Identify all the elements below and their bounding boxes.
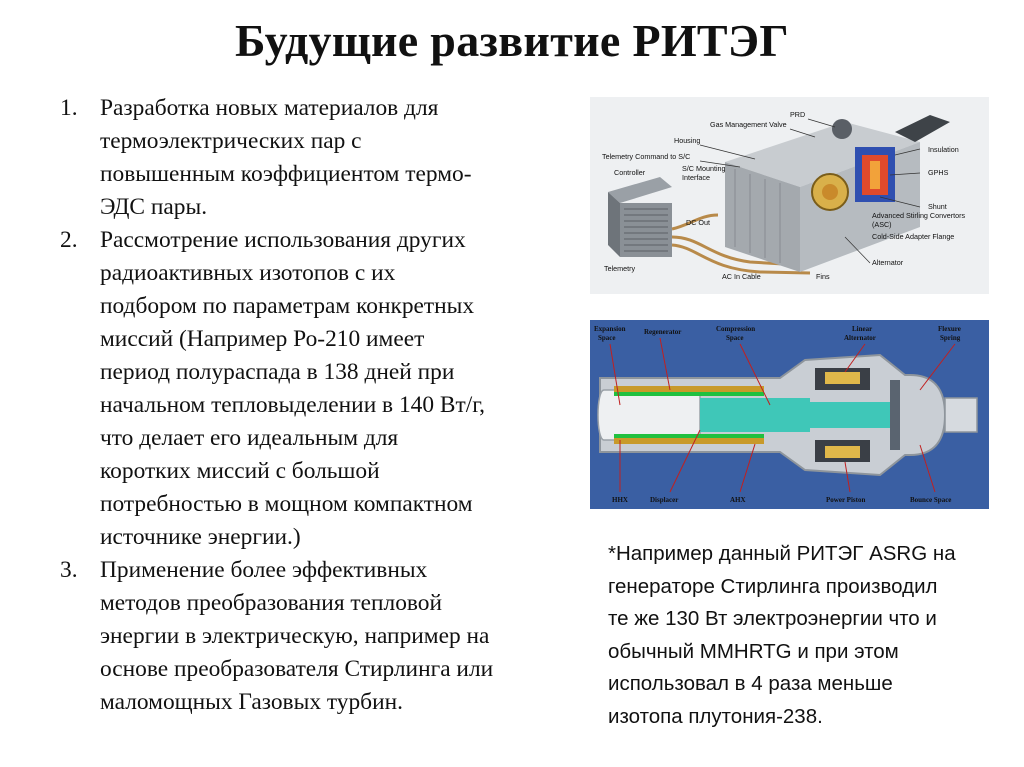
label-expansion-space-2: Space bbox=[598, 334, 616, 342]
asrg-cutaway-drawing bbox=[590, 97, 989, 294]
item-line: маломощных Газовых турбин. bbox=[100, 689, 403, 715]
label-asc: Advanced Stirling Convertors bbox=[872, 211, 966, 220]
item-number: 3. bbox=[60, 557, 78, 583]
item-line: Разработка новых материалов для bbox=[100, 95, 439, 121]
label-linear-alternator: Linear bbox=[852, 325, 873, 333]
item-line: энергии в электрическую, например на bbox=[100, 623, 490, 649]
label-prd: PRD bbox=[790, 110, 806, 119]
item-line: термоэлектрических пар с bbox=[100, 128, 362, 154]
footnote-line: обычный MMHRTG и при этом bbox=[608, 639, 899, 663]
item-line: основе преобразователя Стирлинга или bbox=[100, 656, 494, 682]
footnote-line: те же 130 Вт электроэнергии что и bbox=[608, 607, 937, 630]
stirling-convertor-figure bbox=[590, 320, 989, 509]
label-regenerator: Regenerator bbox=[644, 328, 682, 336]
item-number: 1. bbox=[60, 95, 78, 121]
label-ahx: AHX bbox=[730, 496, 746, 504]
list-item bbox=[40, 224, 585, 554]
item-line: период полураспада в 138 дней при bbox=[100, 359, 455, 385]
footnote-line: *Например данный РИТЭГ ASRG на bbox=[608, 542, 956, 565]
footnote-line: генераторе Стирлинга производил bbox=[608, 574, 938, 598]
item-line: Применение более эффективных bbox=[100, 557, 428, 583]
label-compression-space: Compression bbox=[716, 325, 756, 333]
label-hhx: HHX bbox=[612, 496, 628, 504]
label-bounce-space: Bounce Space bbox=[910, 496, 952, 504]
label-housing: Housing bbox=[674, 136, 701, 145]
label-power-piston: Power Piston bbox=[826, 496, 866, 504]
item-number: 2. bbox=[60, 227, 78, 253]
list-item bbox=[40, 554, 585, 719]
label-interface: Interface bbox=[682, 173, 710, 182]
label-fins: Fins bbox=[816, 272, 830, 281]
label-gphs: GPHS bbox=[928, 168, 949, 177]
slide-title: Будущие развитие РИТЭГ bbox=[235, 15, 789, 66]
list-item bbox=[40, 92, 585, 224]
item-line: источнике энергии.) bbox=[100, 524, 301, 550]
footnote-line: использовал в 4 раза меньше bbox=[608, 672, 893, 695]
item-line: что делает его идеальным для bbox=[100, 425, 399, 451]
label-telemetry: Telemetry bbox=[604, 264, 636, 273]
label-compression-space-2: Space bbox=[726, 334, 744, 342]
label-expansion-space: Expansion bbox=[594, 325, 626, 333]
label-flexure-spring-2: Spring bbox=[940, 334, 961, 342]
item-line: подбором по параметрам конкретных bbox=[100, 293, 475, 319]
label-flexure-spring: Flexure bbox=[938, 325, 961, 333]
label-insulation: Insulation bbox=[928, 145, 959, 154]
item-line: повышенным коэффициентом термо- bbox=[100, 161, 472, 187]
footnote-line: изотопа плутония-238. bbox=[608, 704, 823, 728]
item-line: потребностью в мощном компактном bbox=[100, 491, 473, 517]
label-telemetry-command: Telemetry Command to S/C bbox=[602, 152, 691, 161]
stirling-convertor-drawing bbox=[590, 320, 989, 509]
numbered-list bbox=[40, 92, 585, 719]
label-linear-alternator-2: Alternator bbox=[844, 334, 876, 342]
label-alternator: Alternator bbox=[872, 258, 904, 267]
item-line: Рассмотрение использования других bbox=[100, 227, 466, 253]
item-line: методов преобразования тепловой bbox=[100, 590, 443, 616]
footnote bbox=[608, 538, 1008, 733]
label-gas-management-valve: Gas Management Valve bbox=[710, 120, 787, 129]
label-dc-out: DC Out bbox=[686, 218, 710, 227]
label-shunt: Shunt bbox=[928, 202, 947, 211]
label-cold-side-flange: Cold-Side Adapter Flange bbox=[872, 232, 955, 241]
label-sc-mounting: S/C Mounting bbox=[682, 164, 726, 173]
label-displacer: Displacer bbox=[650, 496, 679, 504]
item-line: радиоактивных изотопов с их bbox=[100, 260, 396, 286]
asrg-cutaway-figure bbox=[590, 97, 989, 294]
item-line: миссий (Например Ро-210 имеет bbox=[100, 326, 425, 352]
item-line: ЭДС пары. bbox=[100, 194, 208, 220]
item-line: начальном тепловыделении в 140 Вт/г, bbox=[100, 392, 486, 418]
label-asc-abbr: (ASC) bbox=[872, 220, 892, 229]
label-ac-cable: AC In Cable bbox=[722, 272, 761, 281]
item-line: коротких миссий с большой bbox=[100, 458, 380, 484]
label-controller: Controller bbox=[614, 168, 646, 177]
